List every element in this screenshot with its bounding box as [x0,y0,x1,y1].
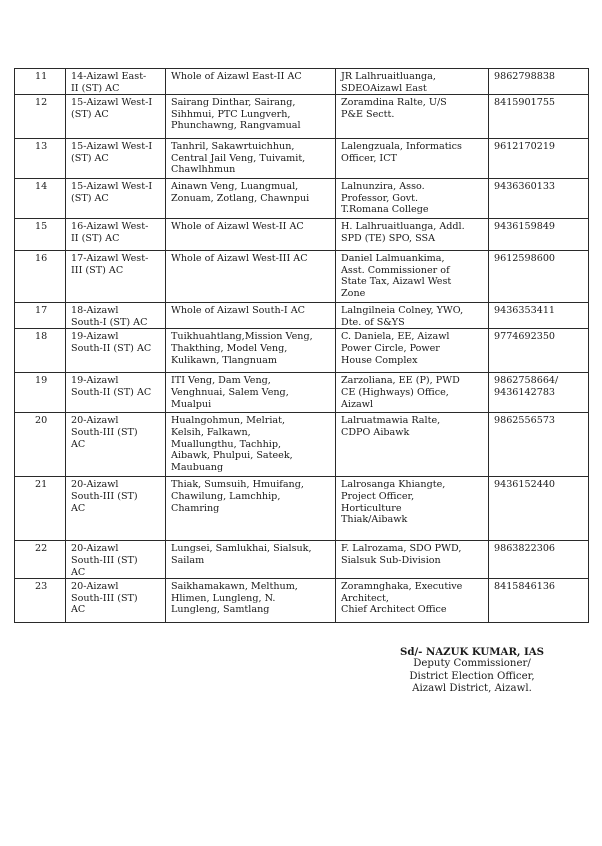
phone-cell [489,95,589,139]
phone-cell [489,413,589,477]
assembly-constituency-text: South-III (ST) [71,554,138,566]
assembly-constituency-cell [66,179,166,219]
phone-cell [489,541,589,579]
phone-cell [489,303,589,329]
officer-text: F. Lalrozama, SDO PWD, [341,543,462,555]
officer-text: State Tax, Aizawl West [341,276,452,288]
phone-cell [489,219,589,251]
phone-text: 9436353411 [494,305,556,317]
assembly-constituency-text: 19-Aizawl [71,331,119,343]
area-text: Hualngohmun, Melriat, [171,415,286,427]
assembly-constituency-text: AC [71,438,86,450]
officer-text: Asst. Commissioner of [341,264,450,276]
area-cell [166,251,336,303]
assembly-constituency-text: AC [71,566,86,578]
area-text: Central Jail Veng, Tuivamit, [171,152,306,164]
assembly-constituency-text: 18-Aizawl [71,305,119,317]
assembly-constituency-cell [66,541,166,579]
area-text: Phunchawng, Rangvamual [171,120,301,132]
signatory-district: Aizawl District, Aizawl. [412,683,532,695]
officer-text: Zarzoliana, EE (P), PWD [341,375,460,387]
area-cell [166,179,336,219]
area-cell [166,139,336,179]
officer-text: Dte. of S&YS [341,316,405,328]
officer-text: Chief Architect Office [341,604,447,616]
officer-text: Lalngilneia Colney, YWO, [341,305,464,317]
table-row [15,139,589,179]
sl-no-cell: 14 [15,179,66,219]
area-text: Saikhamakawn, Melthum, [171,581,298,593]
officer-text: CDPO Aibawk [341,426,410,438]
assembly-constituency-text: 19-Aizawl [71,375,119,387]
area-cell [166,95,336,139]
officer-text: Sialsuk Sub-Division [341,554,441,566]
phone-text: 9862556573 [494,415,556,427]
sl-no-cell: 20 [15,413,66,477]
sl-no-cell: 16 [15,251,66,303]
signature-block [372,646,572,696]
officer-text: C. Daniela, EE, Aizawl [341,331,450,343]
officer-cell [336,579,489,623]
sl-no-cell: 21 [15,477,66,541]
area-text: Chawilung, Lamchhip, [171,490,281,502]
phone-text: 8415846136 [494,581,556,593]
table-row [15,329,589,373]
officer-text: Architect, [341,592,389,604]
area-text: Venghnuai, Salem Veng, [171,386,289,398]
officer-text: SDEOAizawl East [341,82,427,94]
assembly-constituency-text: 16-Aizawl West- [71,221,149,233]
area-text: Chawlhhmun [171,164,236,176]
table-row [15,303,589,329]
sl-no-cell: 19 [15,373,66,413]
officer-text: CE (Highways) Office, [341,386,449,398]
area-text: Lungleng, Samtlang [171,604,270,616]
officer-text: Zoramnghaka, Executive [341,581,463,593]
assembly-constituency-text: 15-Aizawl West-I [71,97,153,109]
area-text: Maubuang [171,461,224,473]
assembly-constituency-text: 15-Aizawl West-I [71,181,153,193]
officer-text: SPD (TE) SPO, SSA [341,232,436,244]
assembly-constituency-text: AC [71,502,86,514]
officer-text: House Complex [341,354,418,366]
area-text: Thakthing, Model Veng, [171,342,288,354]
area-text: Sihhmui, PTC Lungverh, [171,108,291,120]
area-text: Whole of Aizawl West-II AC [171,221,304,233]
officer-text: Horticulture [341,502,402,514]
assembly-constituency-cell [66,139,166,179]
officer-cell [336,477,489,541]
area-text: Whole of Aizawl East-II AC [171,71,302,82]
area-text: Sailam [171,554,205,566]
phone-text: 9774692350 [494,331,556,343]
area-cell [166,413,336,477]
assembly-constituency-text: 20-Aizawl [71,581,119,593]
officer-text: Daniel Lalmuankima, [341,253,445,265]
assembly-constituency-cell [66,329,166,373]
assembly-constituency-cell [66,251,166,303]
table-row [15,477,589,541]
signatory-designation: Deputy Commissioner/ [413,658,531,670]
phone-text: 9612598600 [494,253,556,265]
area-cell [166,541,336,579]
officer-text: Thiak/Aibawk [341,514,408,526]
officer-cell [336,69,489,95]
assembly-constituency-text: 20-Aizawl [71,543,119,555]
assembly-constituency-cell [66,373,166,413]
officer-text: JR Lalhruaitluanga, [341,71,436,82]
officer-cell [336,139,489,179]
signatory-office: District Election Officer, [409,670,535,682]
officer-text: Officer, ICT [341,152,397,164]
table-row [15,179,589,219]
phone-text: 9436152440 [494,479,556,491]
sl-no-cell: 11 [15,69,66,95]
sl-no-cell: 17 [15,303,66,329]
assembly-constituency-text: (ST) AC [71,192,109,204]
area-text: Tuikhuahtlang,Mission Veng, [171,331,313,343]
area-text: Aibawk, Phulpui, Sateek, [171,450,293,462]
phone-text: 9436142783 [494,386,556,398]
area-cell [166,477,336,541]
area-cell [166,373,336,413]
area-text: Kulikawn, Tlangnuam [171,354,277,366]
assembly-constituency-text: 20-Aizawl [71,479,119,491]
assembly-constituency-cell [66,303,166,329]
area-text: Whole of Aizawl South-I AC [171,305,305,317]
phone-text: 9862758664/ [494,375,559,387]
officer-cell [336,541,489,579]
assembly-constituency-text: 17-Aizawl West- [71,253,149,265]
area-text: Ainawn Veng, Luangmual, [171,181,299,193]
officer-cell [336,219,489,251]
assembly-constituency-text: AC [71,604,86,616]
officer-text: H. Lalhruaitluanga, Addl. [341,221,465,233]
officer-text: T.Romana College [341,204,429,216]
officer-cell [336,179,489,219]
officer-text: Professor, Govt. [341,192,419,204]
table-row [15,541,589,579]
sl-no-cell: 18 [15,329,66,373]
table-row [15,69,589,95]
officer-text: Project Officer, [341,490,415,502]
table-body [15,69,589,623]
officer-text: P&E Sectt. [341,108,395,120]
officer-text: Lalengzuala, Informatics [341,141,462,153]
assembly-constituency-text: South-I (ST) AC [71,316,148,328]
phone-cell [489,477,589,541]
phone-cell [489,69,589,95]
officer-cell [336,329,489,373]
officer-text: Lalnunzira, Asso. [341,181,425,193]
assembly-constituency-text: South-II (ST) AC [71,386,152,398]
phone-cell [489,579,589,623]
assembly-constituency-text: 20-Aizawl [71,415,119,427]
sl-no-cell: 13 [15,139,66,179]
assembly-constituency-cell [66,477,166,541]
assembly-constituency-text: South-III (ST) [71,426,138,438]
officer-cell [336,303,489,329]
area-cell [166,329,336,373]
phone-text: 9862798838 [494,71,556,82]
officer-cell [336,373,489,413]
assembly-constituency-text: (ST) AC [71,108,109,120]
assembly-constituency-text: II (ST) AC [71,82,120,94]
assembly-constituency-text: II (ST) AC [71,232,120,244]
area-cell [166,303,336,329]
sl-no-cell: 23 [15,579,66,623]
area-cell [166,219,336,251]
officer-text: Lalrosanga Khiangte, [341,479,446,491]
officer-text: Aizawl [341,398,374,410]
area-text: Sairang Dinthar, Sairang, [171,97,296,109]
area-text: Hlimen, Lungleng, N. [171,592,276,604]
phone-cell [489,139,589,179]
officers-table [14,68,589,623]
phone-text: 8415901755 [494,97,556,109]
area-text: Zonuam, Zotlang, Chawnpui [171,192,310,204]
phone-cell [489,329,589,373]
officer-text: Zoramdina Ralte, U/S [341,97,447,109]
assembly-constituency-text: 15-Aizawl West-I [71,141,153,153]
area-text: Lungsei, Samlukhai, Sialsuk, [171,543,312,555]
area-text: ITI Veng, Dam Veng, [171,375,271,387]
area-text: Chamring [171,502,220,514]
assembly-constituency-text: 14-Aizawl East- [71,71,147,82]
area-cell [166,579,336,623]
table-row [15,413,589,477]
assembly-constituency-cell [66,69,166,95]
phone-text: 9436360133 [494,181,556,193]
area-text: Muallungthu, Tachhip, [171,438,282,450]
assembly-constituency-cell [66,413,166,477]
phone-text: 9612170219 [494,141,556,153]
area-text: Thiak, Sumsuih, Hmuifang, [171,479,304,491]
area-text: Kelsih, Falkawn, [171,426,251,438]
officer-cell [336,251,489,303]
area-cell [166,69,336,95]
table-row [15,373,589,413]
assembly-constituency-cell [66,579,166,623]
phone-cell [489,373,589,413]
officer-cell [336,413,489,477]
signatory-name: Sd/- NAZUK KUMAR, IAS [399,646,545,658]
assembly-constituency-text: South-III (ST) [71,490,138,502]
table-row [15,95,589,139]
phone-text: 9863822306 [494,543,556,555]
officer-text: Zone [341,287,366,299]
assembly-constituency-text: III (ST) AC [71,264,124,276]
sl-no-cell: 12 [15,95,66,139]
phone-cell [489,179,589,219]
assembly-constituency-text: South-III (ST) [71,592,138,604]
sl-no-cell: 15 [15,219,66,251]
officer-text: Lalruatmawia Ralte, [341,415,441,427]
area-text: Mualpui [171,398,212,410]
officer-cell [336,95,489,139]
table-row [15,579,589,623]
phone-text: 9436159849 [494,221,556,233]
area-text: Tanhril, Sakawrtuichhun, [171,141,295,153]
area-text: Whole of Aizawl West-III AC [171,253,308,265]
table-row [15,219,589,251]
table-row [15,251,589,303]
assembly-constituency-cell [66,219,166,251]
officer-text: Power Circle, Power [341,342,440,354]
sl-no-cell: 22 [15,541,66,579]
assembly-constituency-text: (ST) AC [71,152,109,164]
assembly-constituency-text: South-II (ST) AC [71,342,152,354]
phone-cell [489,251,589,303]
assembly-constituency-cell [66,95,166,139]
